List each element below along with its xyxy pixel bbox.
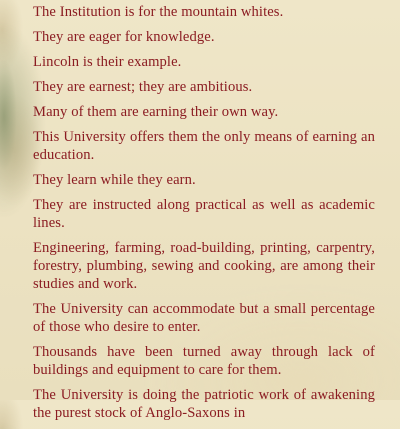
document-body xyxy=(33,3,375,429)
paragraph-5: Many of them are earning their own way. xyxy=(33,104,279,120)
paragraph-2: They are eager for knowledge. xyxy=(33,29,215,45)
paragraph-9: Engineering, farming, road-building, printing, carpentry, forestry, plumbing, sewing and cooking, are among their studies and work. xyxy=(33,240,375,292)
paragraph-6: This University offers them the only means of earning an education. xyxy=(33,129,375,163)
paragraph-8: They are instructed along practical as well as academic lines. xyxy=(33,197,375,231)
paragraph-12: The University is doing the patriotic work of awakening the purest stock of Anglo-Saxons in xyxy=(33,387,375,421)
paragraph-1: The Institution is for the mountain whites. xyxy=(33,4,284,20)
paragraph-10: The University can accommodate but a small percentage of those who desire to enter. xyxy=(33,301,375,335)
paragraph-11: Thousands have been turned away through lack of buildings and equipment to care for them. xyxy=(33,344,375,378)
paragraph-7: They learn while they earn. xyxy=(33,172,196,188)
paper-stain xyxy=(0,40,28,190)
paragraph-3: Lincoln is their example. xyxy=(33,54,182,70)
paragraph-4: They are earnest; they are ambitious. xyxy=(33,79,253,95)
